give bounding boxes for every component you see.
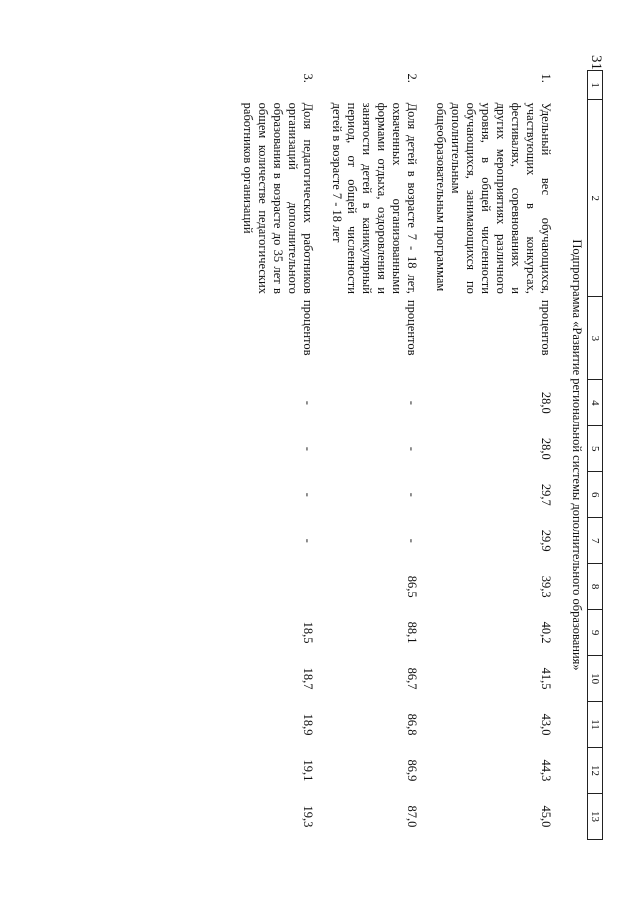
indicator-name: Доля педагогических работников организаций дополнительного образования в возрасте до 35 лет в общем количестве педагогических работников организаций: [241, 102, 315, 294]
value: -: [301, 538, 315, 543]
value: 86,8: [405, 713, 419, 736]
value: 19,1: [301, 759, 315, 782]
value: 18,9: [301, 713, 315, 736]
header-col-9: 9: [588, 610, 603, 656]
header-col-2: 2: [588, 100, 603, 297]
value: -: [301, 400, 315, 405]
value: 28,0: [539, 437, 553, 460]
header-col-3: 3: [588, 297, 603, 380]
header-col-10: 10: [588, 656, 603, 702]
unit: процентов: [301, 299, 315, 356]
value: 19,3: [301, 805, 315, 828]
header-col-8: 8: [588, 564, 603, 610]
value: -: [301, 492, 315, 497]
row-number: 1.: [539, 73, 553, 83]
value: -: [405, 538, 419, 543]
unit: процентов: [405, 299, 419, 356]
header-col-1: 1: [588, 71, 603, 100]
page-number: 31: [588, 55, 604, 70]
value: [232, 564, 321, 610]
table-row: [321, 71, 425, 840]
value: 87,0: [405, 805, 419, 828]
value: -: [405, 400, 419, 405]
indicator-name: Доля детей в возрасте 7 - 18 лет, охваченных организованными формами отдыха, оздоровления и занятости детей в каникулярный период, от общей численности детей в возрасте 7 - 18 лет: [330, 102, 419, 294]
value: 86,7: [405, 667, 419, 690]
value: 43,0: [539, 713, 553, 736]
value: 18,5: [301, 621, 315, 644]
table-row: [232, 71, 321, 840]
indicator-table-rotated: [113, 70, 603, 840]
value: 45,0: [539, 805, 553, 828]
value: 18,7: [301, 667, 315, 690]
header-col-7: 7: [588, 518, 603, 564]
header-row: [588, 71, 603, 840]
header-col-4: 4: [588, 380, 603, 426]
row-number: 2.: [405, 73, 419, 83]
subprogram-row: [559, 71, 588, 840]
subprogram-title: Подпрограмма «Развитие региональной системы дополнительного образования»: [570, 239, 584, 671]
header-col-11: 11: [588, 702, 603, 748]
value: 44,3: [539, 759, 553, 782]
value: -: [405, 492, 419, 497]
header-col-6: 6: [588, 472, 603, 518]
value: 28,0: [539, 391, 553, 414]
table-row: [425, 71, 559, 840]
row-number: 3.: [301, 73, 315, 83]
value: 40,2: [539, 621, 553, 644]
value: 39,3: [539, 575, 553, 598]
value: 29,9: [539, 529, 553, 552]
header-col-5: 5: [588, 426, 603, 472]
value: 86,9: [405, 759, 419, 782]
indicator-name: Удельный вес обучающихся, участвующих в конкурсах, фестивалях, соревнованиях и других мероприятиях различного уровня, в общей численности обучающихся, занимающихся по дополнительным общеобразовательным программам: [434, 102, 553, 294]
value: 41,5: [539, 667, 553, 690]
value: -: [301, 446, 315, 451]
unit: процентов: [539, 299, 553, 356]
value: 88,1: [405, 621, 419, 644]
header-col-12: 12: [588, 748, 603, 794]
value: 29,7: [539, 483, 553, 506]
value: 86,5: [405, 575, 419, 598]
value: -: [405, 446, 419, 451]
indicator-table: [232, 70, 603, 840]
header-col-13: 13: [588, 793, 603, 839]
